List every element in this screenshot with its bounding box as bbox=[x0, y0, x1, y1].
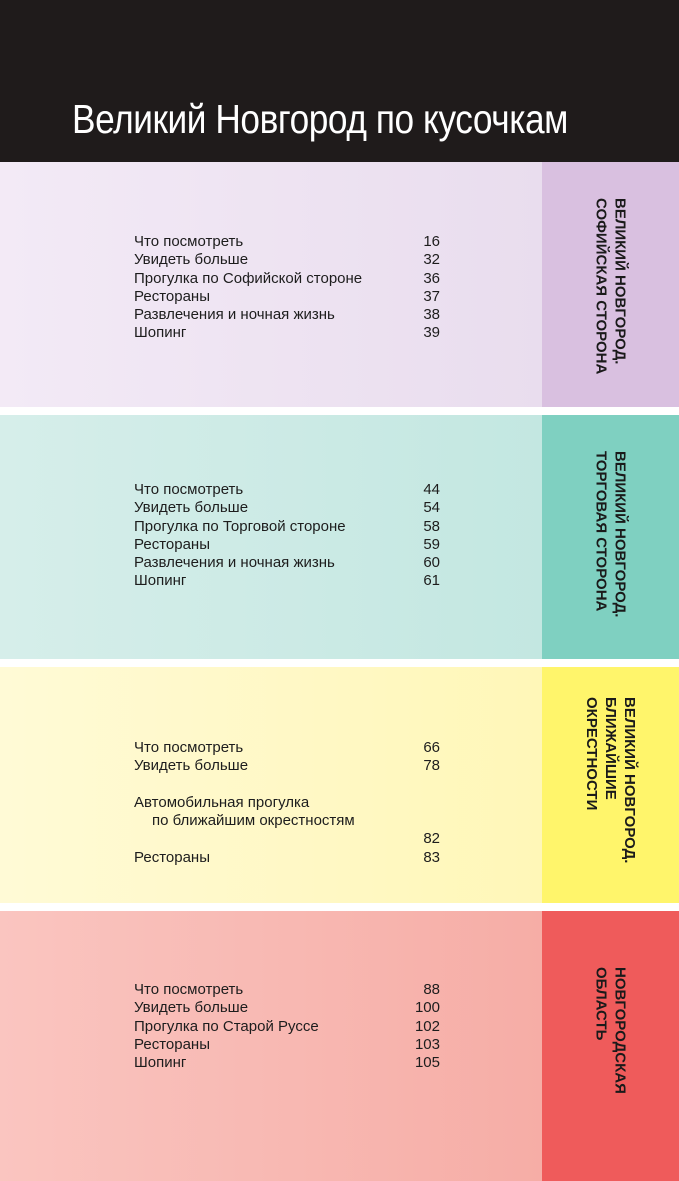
toc-item-page: 39 bbox=[423, 324, 440, 342]
toc-item-label: Шопинг bbox=[134, 1054, 187, 1072]
section-tab-title: ВЕЛИКИЙ НОВГОРОД. БЛИЖАЙШИЕ ОКРЕСТНОСТИ bbox=[583, 697, 638, 864]
toc-item[interactable] bbox=[134, 1036, 440, 1054]
toc-item-label bbox=[134, 776, 355, 849]
toc-item-page: 36 bbox=[423, 269, 440, 287]
toc-item-label: Развлечения и ночная жизнь bbox=[134, 554, 335, 572]
toc-item-page: 66 bbox=[423, 739, 440, 756]
section-body bbox=[0, 415, 542, 659]
section-tab-title: НОВГОРОДСКАЯ ОБЛАСТЬ bbox=[592, 967, 629, 1094]
toc-item-page: 82 bbox=[423, 830, 440, 848]
toc-item-label: Рестораны bbox=[134, 848, 210, 866]
toc-item-label: Прогулка по Софийской стороне bbox=[134, 269, 363, 287]
section-novgorod-region bbox=[0, 911, 679, 1181]
toc-list bbox=[134, 981, 440, 1072]
toc-item-label: Увидеть больше bbox=[134, 999, 249, 1017]
toc-item-label: Что посмотреть bbox=[134, 981, 244, 998]
toc-item[interactable] bbox=[134, 499, 440, 517]
toc-item-page: 88 bbox=[423, 981, 440, 998]
toc-item-page: 105 bbox=[414, 1054, 440, 1072]
section-sofia-side bbox=[0, 162, 679, 407]
toc-item-page: 102 bbox=[414, 1017, 440, 1035]
toc-item-label: Шопинг bbox=[134, 572, 187, 590]
toc-item[interactable] bbox=[134, 572, 440, 590]
toc-item[interactable] bbox=[134, 481, 440, 499]
section-body bbox=[0, 162, 542, 407]
toc-item[interactable] bbox=[134, 518, 440, 536]
toc-item[interactable] bbox=[134, 288, 440, 306]
toc-item-page: 78 bbox=[423, 757, 440, 775]
toc-list bbox=[134, 233, 440, 343]
toc-item-page: 59 bbox=[423, 535, 440, 553]
toc-item-label-line1: Автомобильная прогулка bbox=[134, 793, 310, 811]
toc-item-label: Увидеть больше bbox=[134, 757, 249, 775]
toc-item-label: Шопинг bbox=[134, 324, 187, 342]
toc-item-page: 61 bbox=[423, 572, 440, 590]
toc-item[interactable] bbox=[134, 981, 440, 999]
toc-item[interactable] bbox=[134, 776, 440, 849]
toc-item-label: Рестораны bbox=[134, 287, 210, 305]
toc-item[interactable] bbox=[134, 251, 440, 269]
toc-list bbox=[134, 481, 440, 591]
section-tab-title: ВЕЛИКИЙ НОВГОРОД. СОФИЙСКАЯ СТОРОНА bbox=[592, 198, 629, 375]
toc-item-page: 60 bbox=[423, 554, 440, 572]
toc-item-label: Развлечения и ночная жизнь bbox=[134, 306, 335, 324]
toc-item-label: Прогулка по Торговой стороне bbox=[134, 517, 346, 535]
toc-item-label: Увидеть больше bbox=[134, 251, 249, 269]
toc-item-page: 38 bbox=[423, 306, 440, 324]
toc-item[interactable] bbox=[134, 536, 440, 554]
section-tab[interactable] bbox=[542, 667, 679, 903]
toc-item[interactable] bbox=[134, 270, 440, 288]
toc-item[interactable] bbox=[134, 324, 440, 342]
section-tab[interactable] bbox=[542, 911, 679, 1181]
section-body bbox=[0, 911, 542, 1181]
toc-item[interactable] bbox=[134, 1018, 440, 1036]
toc-item[interactable] bbox=[134, 306, 440, 324]
toc-item[interactable] bbox=[134, 849, 440, 867]
toc-item-page: 54 bbox=[423, 499, 440, 517]
toc-item-label-line2: по ближайшим окрестностям bbox=[152, 812, 355, 830]
section-tab[interactable] bbox=[542, 162, 679, 407]
toc-item-label: Что посмотреть bbox=[134, 739, 244, 756]
toc-item[interactable] bbox=[134, 739, 440, 757]
toc-item-page: 103 bbox=[414, 1035, 440, 1053]
toc-item-label: Рестораны bbox=[134, 535, 210, 553]
toc-item-page: 100 bbox=[414, 999, 440, 1017]
toc-item[interactable] bbox=[134, 554, 440, 572]
section-tab[interactable] bbox=[542, 415, 679, 659]
section-trade-side bbox=[0, 415, 679, 659]
toc-item[interactable] bbox=[134, 757, 440, 775]
toc-item-page: 58 bbox=[423, 517, 440, 535]
toc-list bbox=[134, 739, 440, 867]
toc-item-page: 16 bbox=[423, 233, 440, 250]
toc-item[interactable] bbox=[134, 233, 440, 251]
section-tab-title: ВЕЛИКИЙ НОВГОРОД. ТОРГОВАЯ СТОРОНА bbox=[592, 451, 629, 618]
toc-item-label: Рестораны bbox=[134, 1035, 210, 1053]
toc-item-page: 32 bbox=[423, 251, 440, 269]
toc-item-page: 44 bbox=[423, 481, 440, 498]
page-title: Великий Новгород по кусочкам bbox=[72, 96, 568, 142]
toc-item[interactable] bbox=[134, 1054, 440, 1072]
toc-item-label: Что посмотреть bbox=[134, 481, 244, 498]
header-banner bbox=[0, 0, 679, 162]
section-body bbox=[0, 667, 542, 903]
section-nearby-surroundings bbox=[0, 667, 679, 903]
toc-item[interactable] bbox=[134, 999, 440, 1017]
toc-item-label: Что посмотреть bbox=[134, 233, 244, 250]
toc-item-page: 83 bbox=[423, 848, 440, 866]
toc-item-label: Прогулка по Старой Руссе bbox=[134, 1017, 319, 1035]
toc-item-page: 37 bbox=[423, 287, 440, 305]
toc-item-label: Увидеть больше bbox=[134, 499, 249, 517]
